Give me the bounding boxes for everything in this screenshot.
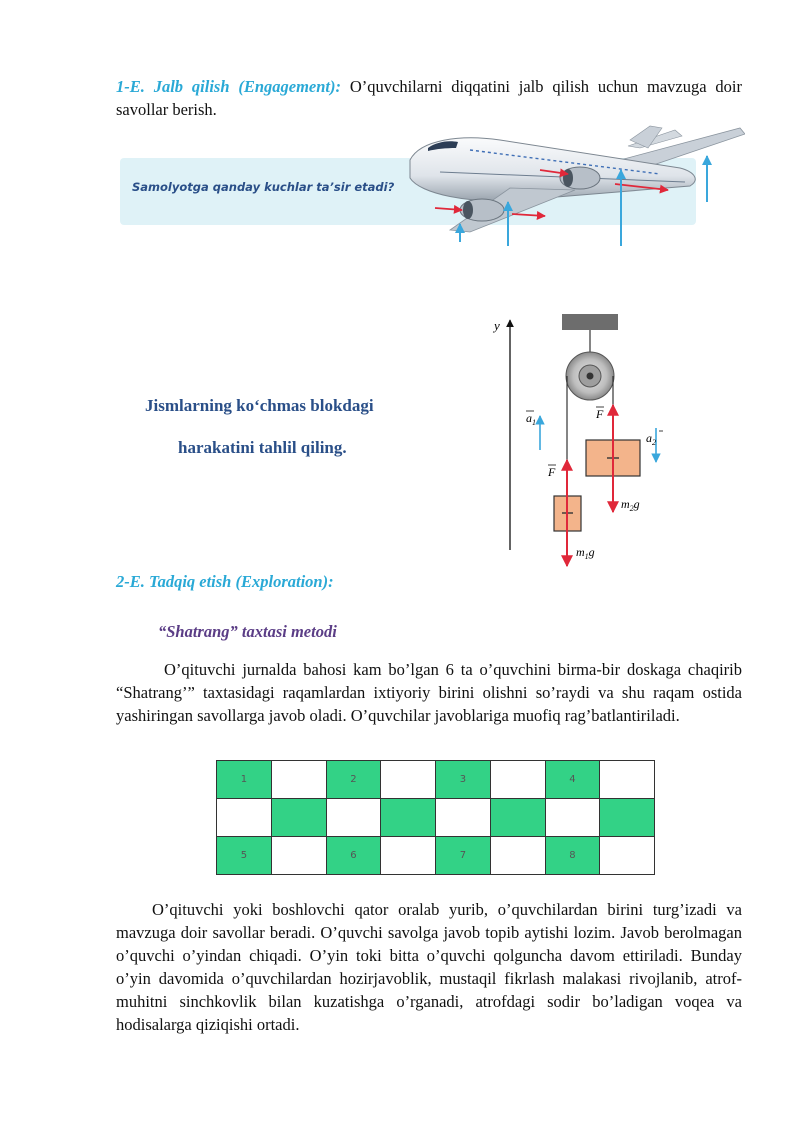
board-cell[interactable]: 4 bbox=[545, 761, 600, 799]
board-cell[interactable] bbox=[326, 799, 381, 837]
label-F-upper: F bbox=[596, 407, 604, 421]
board-cell[interactable] bbox=[600, 837, 655, 875]
board-cell[interactable]: 7 bbox=[436, 837, 491, 875]
label-m1-sub: 1 bbox=[584, 552, 589, 561]
pulley-diagram bbox=[488, 310, 663, 570]
board-row bbox=[217, 799, 655, 837]
engagement-text: O’quvchilarni diqqatini jalb qilish uchun mavzuga doir savollar berish. bbox=[116, 77, 742, 119]
board-cell[interactable] bbox=[381, 799, 436, 837]
label-a2: a bbox=[646, 431, 652, 445]
task-line-1: Jismlarning ko‘chmas blokdagi bbox=[145, 396, 374, 415]
board-cell[interactable]: 2 bbox=[326, 761, 381, 799]
label-m2: m bbox=[621, 497, 630, 511]
board-cell[interactable] bbox=[436, 799, 491, 837]
board-cell[interactable] bbox=[490, 799, 545, 837]
label-a1: a bbox=[526, 411, 532, 425]
svg-text:m2g bbox=[621, 497, 640, 513]
board-cell[interactable]: 3 bbox=[436, 761, 491, 799]
board-cell[interactable] bbox=[381, 761, 436, 799]
board-cell[interactable] bbox=[490, 837, 545, 875]
airplane-illustration bbox=[400, 118, 745, 250]
label-a2-sub: 2 bbox=[652, 438, 656, 447]
board-cell[interactable] bbox=[217, 799, 272, 837]
board-cell[interactable] bbox=[381, 837, 436, 875]
board-cell[interactable]: 1 bbox=[217, 761, 272, 799]
intro-paragraph bbox=[116, 75, 742, 121]
label-m1: m bbox=[576, 545, 585, 559]
board-cell[interactable] bbox=[600, 761, 655, 799]
axis-y-label: y bbox=[494, 318, 500, 333]
board-cell[interactable] bbox=[600, 799, 655, 837]
label-F-lower: F bbox=[548, 465, 556, 479]
svg-text:m1g bbox=[576, 545, 595, 561]
task-line-2: harakatini tahlil qiling. bbox=[178, 438, 347, 457]
label-a1-sub: 1 bbox=[532, 418, 536, 427]
board-cell[interactable] bbox=[271, 761, 326, 799]
board-row bbox=[217, 837, 655, 875]
label-m2-sub: 2 bbox=[629, 504, 634, 513]
board-row bbox=[217, 761, 655, 799]
board-cell[interactable]: 6 bbox=[326, 837, 381, 875]
label-g2: g bbox=[633, 497, 640, 511]
board-cell[interactable] bbox=[545, 799, 600, 837]
label-g1: g bbox=[588, 545, 595, 559]
board-cell[interactable] bbox=[490, 761, 545, 799]
engagement-heading: 1-E. Jalb qilish (Engagement): bbox=[116, 77, 341, 96]
board-cell[interactable] bbox=[271, 837, 326, 875]
banner-question: Samolyotga qanday kuchlar ta’sir etadi? bbox=[132, 180, 395, 194]
method-title: “Shatrang” taxtasi metodi bbox=[158, 622, 337, 641]
svg-text:a2 bbox=[646, 431, 656, 447]
board-cell[interactable] bbox=[271, 799, 326, 837]
board-cell[interactable]: 8 bbox=[545, 837, 600, 875]
board-cell[interactable]: 5 bbox=[217, 837, 272, 875]
exploration-heading: 2-E. Tadqiq etish (Exploration): bbox=[116, 572, 334, 591]
shatrang-board bbox=[216, 760, 655, 875]
svg-text:a1 bbox=[526, 411, 536, 427]
closing-paragraph: O’qituvchi yoki boshlovchi qator oralab yurib, o’quvchilardan birini turg’izadi va mavzuga doir savollar beradi. O’quvchi savolga javob topib aytishi lozim. Javob berolmagan o’quvchi o’yindan chiqadi. O’yin toki bitta o’quvchi qolguncha davom ettiriladi. Bunday o’yin davomida o’quvchilardan hozirjavoblik, mustaqil fikrlash malakasi rivojlanib, atrof-muhitni sinchkovlik bilan kuzatishga o’rganadi, atrofdagi sodir bo’ladigan voqea va hodisalarga qiziqishi ortadi. bbox=[116, 900, 742, 1034]
exploration-paragraph: O’qituvchi jurnalda bahosi kam bo’lgan 6 ta o’quvchini birma-bir doskaga chaqirib “Shatrang’” taxtasidagi raqamlardan ixtiyoriy birini olishni so’raydi va shu raqam ostida yashiringan savollarga javob oladi. O’quvchilar javoblariga muofiq rag’batlantiriladi. bbox=[116, 660, 742, 725]
